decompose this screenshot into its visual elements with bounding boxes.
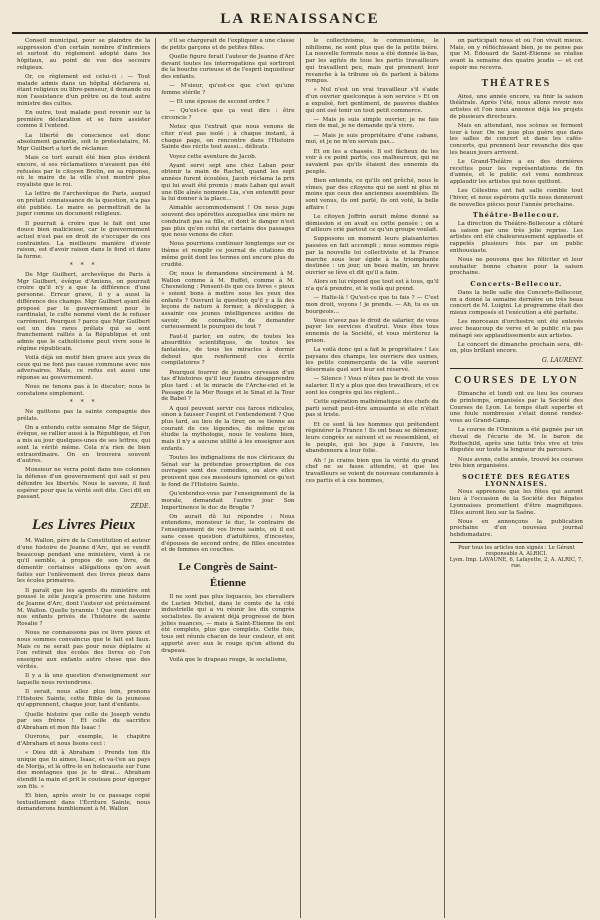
- article-paragraph: On a entendu cette semaine Mgr de Ségur, évêque, se rallier aussi à la République, et l'on a mis au jour quelques-unes de ses lettres, qui sont la vérité même. Cela n'a rien de bien extraordinaire. On en trouvera souvent d'autres.: [17, 424, 151, 465]
- article-paragraph: Qu'entendez-vous par l'enseignement de la morale, demandait l'autre jour Son Impertinence le duc de Broglie ?: [161, 491, 295, 511]
- article-paragraph: « Dieu dit à Abraham : Prends ton fils unique que tu aimes, Isaac, et va-t'en au pays de Morija, et là offre-le en holocauste sur l'une des montagnes que je te dirai... Abraham étendit la main et prit le couteau pour égorger son fils. »: [17, 750, 151, 790]
- article-paragraph: le collectivisme, le communisme, le nihilisme, ne sont plus que de la petite bière. La nouvelle formule nous a été donnée là-bas, par les agités de tous les partis travailleurs qui travaillent peu, mais qui prennent leur revanche à la tribune où ils parlent à bâtons rompus.: [305, 38, 439, 85]
- section-title: COURSES DE LYON: [454, 375, 579, 387]
- article-paragraph: Il y a là une question d'enseignement sur laquelle nous reviendrons.: [17, 673, 151, 686]
- article-paragraph: Ainsi, une année encore, va finir la saison théâtrale. Après l'été, nous allons revoir nos artistes et l'on nous annonce déjà les projets de plusieurs directeurs.: [449, 93, 583, 120]
- article-paragraph: De Mgr Guilbert, archevêque de Paris à Mgr Guilbert, évêque d'Amiens, on pourrait croire qu'il n'y a que la différence d'une personne. Erreur grave, il y a aussi la différence des champs. Mgr Guilbert ayant été proposé par le gouvernement pour le cardinalat, le culte nommé vient de le refuser carrément. Pourquoi ? parce que Mgr Guilbert est un des rares prélats qui se sont franchement ralliés à la République et ont admis que le catholicisme peut vivre sous le régime républicain.: [17, 272, 151, 352]
- article-paragraph: Nous avons, cette année, trouvé les courses très bien organisées.: [449, 456, 583, 470]
- divider: [450, 368, 583, 369]
- section-title: Le Congrès de Saint-Étienne: [178, 560, 278, 589]
- article-paragraph: Et bien, après avoir lu ce passage copié textuellement dans l'Écriture Sainte, nous demanderons humblement à M. Wallon: [17, 792, 151, 813]
- article-paragraph: Il pourrait à croire que le fait ont une douce bien malicieuse, car le gouvernement actuel n'est pas en droit de s'occuper de ces contraintes. La meilleure manière d'avoir raison, est d'avoir raison dans le fond et dans la forme.: [17, 220, 151, 261]
- section-subheading: Concerts-Bellecour.: [470, 280, 563, 289]
- section-title: Les Livres Pieux: [31, 517, 136, 534]
- asterism-separator: * * *: [69, 262, 98, 270]
- article-paragraph: Les morceaux d'orchestre ont été enlevés avec beaucoup de verve et le public n'a pas ménagé ses applaudissements aux artistes.: [449, 319, 583, 339]
- article-paragraph: Aimable accommodement ! On nous juge souvent des opérettes auxquelles une mère ne conduirait pas sa fille, et dont le danger n'est pas plus qu'en celui de certains des passages que nous venons de citer.: [161, 205, 295, 239]
- author-signature: ZÈDE.: [130, 502, 151, 510]
- article-paragraph: Toutes les indignations de nos cléricaux du Sénat sur la prétendue proscription de ces ouvrages sont des comédies, ou alors elles prouvent que ces messieurs ignorent ce qu'est le fond de l'Histoire Sainte.: [161, 455, 295, 488]
- article-paragraph: M. Wallon, père de la Constitution et auteur d'une histoire de Jeanne d'Arc, qui se vendit beaucoup pendant une ministère, vient à ce qu'il semble, à propos de son livre, de démentir certaines allégations qu'on avait faites sur l'enlèvement des livres pieux dans les écoles primaires.: [17, 538, 151, 585]
- article-paragraph: — Halte-là ! Qu'est-ce que tu fais ? — C'est mon droit, voyons ! je prends. — Ah, tu es un bourgeois...: [305, 295, 439, 315]
- article-paragraph: — Et une épouse de second ordre ?: [169, 99, 270, 106]
- article-paragraph: — Qu'est-ce que ça veut dire : être circoncis ?: [161, 108, 295, 122]
- section-subheading: SOCIÉTÉ DES RÉGATES LYONNAISES.: [462, 473, 571, 488]
- article-paragraph: Ouvrons, par exemple, le chapitre d'Abraham et nous lisons ceci :: [17, 734, 151, 747]
- column-3: [301, 38, 445, 918]
- article-paragraph: on participait nous et où l'on vivait mieux. Mais, on y réfléchissant bien, je ne pense pas que M. Édouard de Saint-Étienne se réalise avant la semaine des quatre jeudis — et cet espoir me recevra.: [449, 38, 583, 71]
- article-paragraph: Ayant servi sept ans chez Laban pour obtenir la main de Rachel, quand les sept années furent écoulées, Jacob réclama la prix qui lui avait été promis ; mais Laban qui avait une fille aînée nommée Lia, s'en entendit pour la lui donner à la place...: [161, 162, 295, 203]
- article-paragraph: Nous apprenons que les fêtes qui auront lieu à l'occasion de la Société des Régates Lyonnaises promettent d'être magnifiques. Elles auront lieu sur la Saône.: [449, 489, 583, 516]
- article-paragraph: Bien entendu, ce qu'ils ont prêché, nous le vîmes, par des citoyens qui ne sont ni plus ni moins que ceux des anciennes assemblées. Ils sont venus, ils ont parlé, ils ont voté, la belle affaire !: [305, 177, 439, 211]
- article-paragraph: Et on les a chassés. Il est fâcheux de les voir à ce point partis, ces malheureux, qui ne savaient pas qu'ils étaient des ennemis du peuple.: [305, 148, 439, 175]
- article-paragraph: La direction du Théâtre-Bellecour a clôturé sa saison par une très jolie reprise. Les artistes ont été chaleureusement applaudis et rappelés plusieurs fois par un public enthousiaste.: [449, 220, 583, 254]
- article-paragraph: — Silence ! Vous n'êtes pas le droit de vous salarier. Il n'y a plus que des travailleurs, et ce sont les congrès qui les règlent...: [305, 376, 439, 396]
- article-paragraph: La liberté de conscience est donc absolument garantie, soit le protestataire, M. Mgr Guilbert a tort de réclamer.: [17, 132, 151, 153]
- printer-imprint: [450, 542, 583, 569]
- article-paragraph: Quelle histoire que celle de Joseph vendu par ses frères ! Et celle du sacrifice d'Abraham et mon fils Isaac !: [17, 711, 151, 731]
- article-paragraph: En outre, tout malade peut revenir sur la première déclaration et se faire assister comme il l'entend.: [17, 110, 151, 130]
- article-paragraph: Dans la belle salle des Concerts-Bellecour, on a donné la semaine dernière un très beau concert de M. Luigini. Le programme était des mieux composés et l'exécution a été parfaite.: [449, 289, 583, 316]
- article-paragraph: Or, nous le demandons sincèrement à M. Wallon comme à M. Buffet, comme à M. Chesnelong : Pensent-ils que ces livres « pieux » soient bons à mettre sous les yeux des enfants ? Ouvrant la question qu'il y a là des leçons de nature à former, à développer, à assainir ces jeunes intelligences avides de savoir, de connaître, de demander curieusement le pourquoi de tout ?: [161, 270, 295, 331]
- section-title: THÉATRES: [481, 77, 552, 89]
- section-subheading: Théâtre-Bellecour.: [472, 211, 560, 220]
- article-paragraph: La voilà donc qui a fait le propriétaire ! Les paysans des champs, les ouvriers des usines, les petits commerçants de la ville sauront désormais quel sort leur est réservé.: [305, 347, 439, 374]
- article-paragraph: La lettre de l'archevêque de Paris, auquel on prétait connaissance de la question, n'a pas été publiée. Le maire se permettrait de la juger comme un document religieux.: [17, 191, 151, 218]
- article-paragraph: Mais en attendant, nos scènes se ferment tour à tour. On ne joue plus guère que dans les salles de concert et dans les cafés-concerts, qui prennent leur revanche dès que les beaux jours arrivent.: [449, 122, 583, 156]
- article-paragraph: Alors on lui répond que tout est à tous, qu'il n'a qu'à prendre, et le voilà qui prend.: [305, 279, 439, 292]
- article-paragraph: Le concert de dimanche prochain sera, dit-on, plus brillant encore.: [449, 341, 583, 355]
- article-paragraph: Conseil municipal, pour se plaindre de la suppression d'un certain nombre d'infirmiers et surtout du réglement adopté dans les hôpitaux, au point de vue des secours religieux.: [17, 38, 151, 71]
- article-paragraph: Pourquoi fourrer de jeunes cerveaux d'un tas d'histoires qu'il leur faudra désapprendre plus tard : et le miracle de l'Arche-ciel et le Passage de la Mer Rouge et le Sinaï et la Tour de Babel ?: [161, 369, 295, 403]
- article-paragraph: Dimanche et lundi ont eu lieu les courses de printemps, organisées par la Société des Courses de Lyon. Le temps était superbe et une foule nombreuse s'était donné rendez-vous au Grand-Camp.: [449, 391, 583, 425]
- article-paragraph: Nous ne tenons pas à le discuter; nous le constatons simplement.: [17, 384, 151, 397]
- article-paragraph: Il serait, nous allez plus loin, prenons l'Histoire Sainte, cette Bible de la jeunesse qu'apprennent, chaque jour, tant d'enfants.: [17, 688, 151, 709]
- article-paragraph: Mais ce tort aurait été bien plus évident encore, si ses réclamations n'avaient pas été refusées par le citoyen Brelin, en sa réponse, où le maire de la ville s'est montré plus royaliste que le roi.: [17, 155, 151, 189]
- article-paragraph: Ne quittons pas la sainte compagnie des prélats.: [17, 408, 151, 422]
- article-paragraph: — Mais je suis propriétaire d'une cabane, moi, et je ne m'en servais pas...: [305, 132, 439, 146]
- article-paragraph: Les Célestins ont fait salle comble tout l'hiver, et nous espérons qu'ils nous donneront de nouvelles pièces pour l'année prochaine.: [449, 188, 583, 208]
- article-paragraph: Nous en annonçons la publication prochaine d'un nouveau journal hebdomadaire.: [449, 518, 583, 539]
- asterism-separator: * * *: [69, 399, 98, 407]
- article-paragraph: — Mais je suis simple ouvrier, je ne fais rien de mal, je ne demande qu'à vivre.: [305, 116, 439, 130]
- masthead-rule: [12, 32, 588, 34]
- article-paragraph: Quelle figure ferait l'auteur de Jeanne d'Arc devant toutes les interrogations qui sortiront de la bouche curieuse et de l'esprit inquisiteur des enfants.: [161, 53, 295, 81]
- article-paragraph: Nous pourrions continuer longtemps sur ce thème et remplir ce journal de citations du même goût dont les termes ont encore plus de crudité.: [161, 241, 295, 268]
- imprint-line: Pour tous les articles non signés : Le Gérant responsable A. ALRICI.: [458, 544, 575, 557]
- article-paragraph: Supposons un moment leurs plaisanteries passées en fait accompli ; nous sommes régis par la nouvelle loi collectiviste et la France marche sous leur égide à la triomphante destinée : un jour, un beau matin, un brave ouvrier se lève et dit qu'il a faim.: [305, 236, 439, 276]
- article-paragraph: Nous ne pouvons que les féliciter et leur souhaiter bonne chance pour la saison prochaine.: [449, 256, 583, 277]
- article-paragraph: « Nul n'est un vrai travailleur s'il s'aide d'un ouvrier quelconque à son service » Et on a expulsé, fort gentiment, de pauvres diables qui ont osé tenir un tout petit commerce.: [305, 87, 439, 114]
- author-signature: G. LAURENT.: [542, 356, 583, 364]
- article-paragraph: Et ce sont là les hommes qui prétendent régénérer la France ! Ils ont beau se démener, leurs congrès se suivent et se ressemblent, et le peuple, qui les juge à l'œuvre, les abandonnera à leur folie.: [305, 421, 439, 455]
- article-paragraph: Vous n'avez pas le droit de salarier, de vous payer les services d'autrui. Vous êtes tous ennemis de la Société, et vous mériterez la prison.: [305, 317, 439, 344]
- article-paragraph: s'il se chargerait de l'expliquer à une classe de petits garçons et de petites filles.: [161, 38, 295, 51]
- article-paragraph: Faut-il parler, en outre, de toutes les absurdités scientifiques, de toutes les fantaisies, de tous les miracles à dormir debout que renferment ces écrits compilatoires ?: [161, 333, 295, 367]
- article-paragraph: Notez que l'extrait que nous venons de citer n'est pas isolé ; à chaque instant, à chaque page, on rencontre dans l'Histoire Sainte des récits tout aussi... délicats.: [161, 124, 295, 151]
- article-paragraph: Cette opération mathématique des chefs du parti serait peut-être amusante si elle n'était pas si triste.: [305, 398, 439, 419]
- article-paragraph: — M'sieur, qu'est-ce que c'est qu'une femme stérile ?: [161, 83, 295, 96]
- imprint-line: Lyon. Imp. LAVAUNE, 6, Lafayette, 2, A. ALRIC, 7, rue.: [449, 556, 583, 569]
- article-paragraph: Voilà que le drapeau rouge, le socialisme,: [169, 656, 288, 663]
- column-4: [445, 38, 588, 918]
- article-paragraph: Il paraît que les agents du ministère ont poussé le zèle jusqu'à proscrire une histoire de Jeanne d'Arc, dont l'auteur est précisément M. Wallon. Quelle tyrannie ! Que vont devenir nos enfants privés de l'histoire de sainte Rosalie ?: [17, 587, 151, 628]
- article-paragraph: Nous ne connaissons pas ce livre pieux et nous sommes convaincus que le fait est faux. Mais ce ne serait pas pour nous déplaire si l'on retirait des écoles des livres où l'on enseigne aux enfants autre chose que des vérités.: [17, 630, 151, 670]
- article-paragraph: Ah ! je crains bien que la vérité du grand chef ne se fasse attendre, et que les travailleurs se voient de nouveau condamnés à ces partis et à ces hommes,: [305, 457, 439, 484]
- article-paragraph: La course de l'Omnium a été gagnée par un cheval de l'écurie de M. le baron de Rothschild, après une lutte très vive et très disputée sur toute la longueur du parcours.: [449, 427, 583, 454]
- article-paragraph: Or, ce règlement est celui-ci : — Tout malade admis dans un hôpital déclarera si, étant religieux ou libre-penseur, il demande ou non l'assistance d'un prêtre ou de tout autre ministre des cultes.: [17, 74, 151, 107]
- article-paragraph: Il ne sont pas plus loquaces, les chevaliers de Lucien Michel, dans le comte de la cité industrielle qui a vu réunir les dix congrès socialistes. Ils avaient déjà progressé de bien jolies nuances, — mais à Saint-Étienne ils ont été complets, plus que complets. Cette fois, tous ont réunis chacun de leur couleur, et ont apporté avec eux le rouge qu'on attend du drapeau.: [161, 593, 295, 654]
- article-paragraph: Voyez cette aventure de Jacob.: [169, 153, 257, 160]
- article-paragraph: Le Grand-Théâtre a eu des dernières recettes pour les représentations de fin d'année, et le public est venu nombreux applaudir les artistes qui nous quittent.: [449, 158, 583, 185]
- article-paragraph: A quoi peuvent servir ces farces ridicules, sinon à fausser l'esprit et l'entendement ? Que plus tard, au lieu de la tirer, on se tienne au courant de ces légendes, de même qu'on étudie la mythologie, nous le voulons bien, mais il n'y a aucune utilité à les enseigner aux enfants.: [161, 405, 295, 452]
- masthead-title: LA RENAISSANCE: [220, 11, 380, 27]
- columns: [12, 38, 588, 918]
- article-paragraph: Voilà déjà un motif bien grave aux yeux de ceux qui ne font pas cause commune avec nos adversaires. Mais, ce refus est aussi une réponse au gouvernement.: [17, 354, 151, 382]
- article-paragraph: On aurait dû lui répondre : Nous entendons, monsieur le duc, le contraire de l'enseignement de vos livres saints, où il est sans cesse question d'adultères, d'incestes, d'épouses de second ordre, de filles enceintes et de femmes en couches.: [161, 513, 295, 554]
- article-paragraph: Monsieur ne verra point dans nos colonnes la défense d'un gouvernement qui sait si peu défendre les libertés. Nous le savons, il faut espérer pour que la vérité soit dite. Ceci dit en passant.: [17, 467, 151, 501]
- article-paragraph: Le citoyen Joffrin aurait même donné sa démission si on avait eu cette pensée ; on a d'ailleurs crié partout ce qu'un groupe voulait.: [305, 213, 439, 234]
- masthead: [12, 8, 588, 30]
- column-1: [12, 38, 156, 918]
- column-2: [156, 38, 300, 918]
